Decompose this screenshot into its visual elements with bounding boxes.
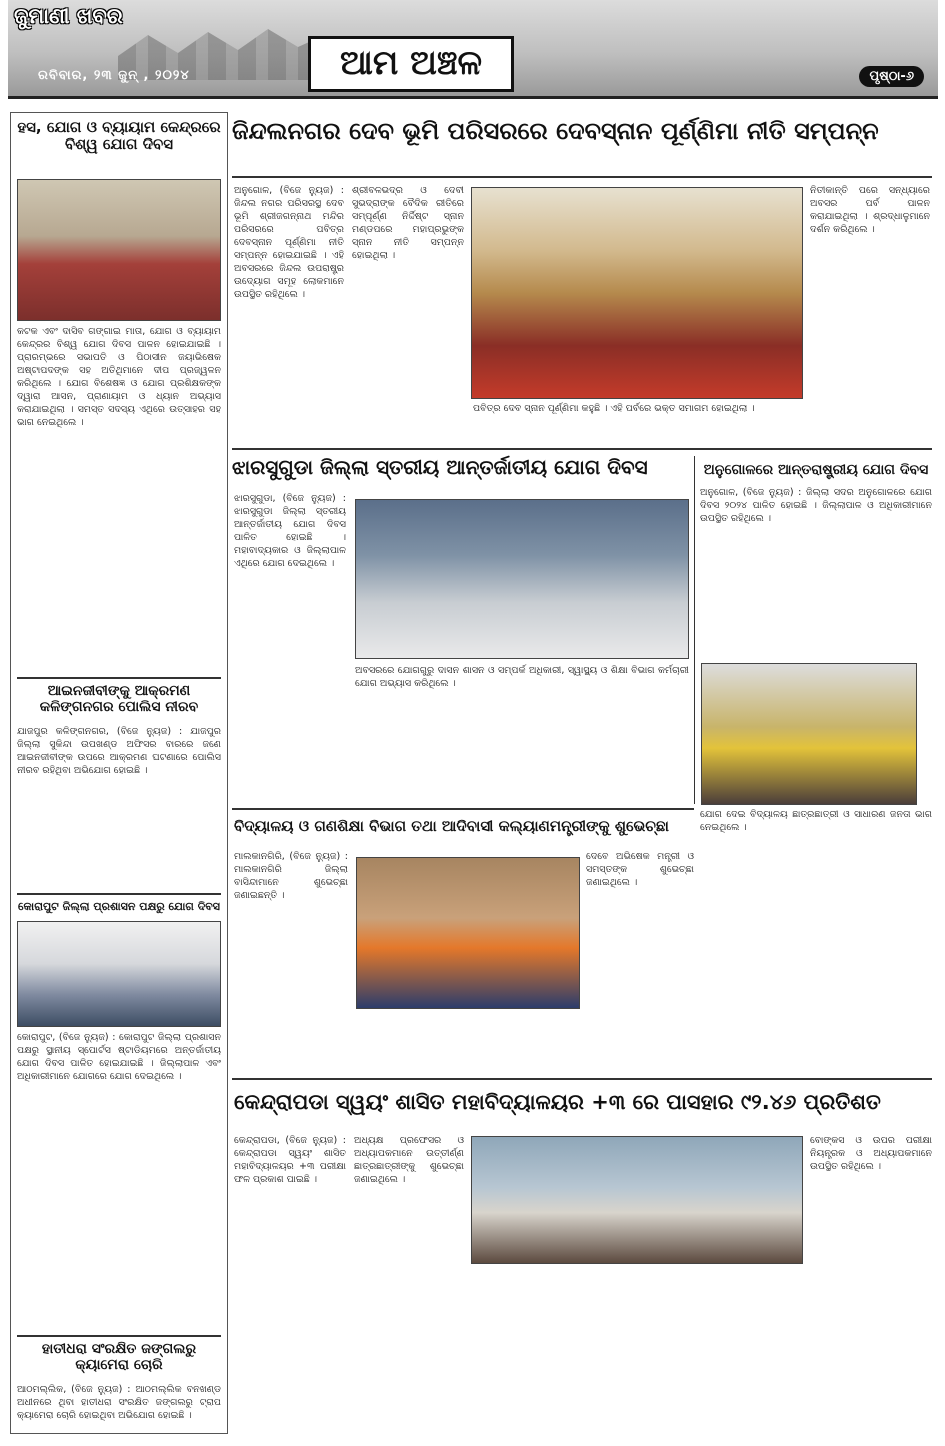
column-rule: [694, 456, 695, 804]
yoga-practice-photo: [17, 179, 221, 321]
jharsuguda-headline: ଝାରସୁଗୁଡା ଜିଲ୍ଲା ସ୍ତରୀୟ ଆନ୍ତର୍ଜାତୀୟ ଯୋଗ ଦିବସ: [232, 455, 648, 479]
top-story-body: ପବିତ୍ର ଦେବ ସ୍ନାନ ପୂର୍ଣ୍ଣିମା କହୁଛି । ଏହି ପର୍ବରେ ଭକ୍ତ ସମାଗମ ହୋଇଥିଲା ।: [473, 403, 755, 414]
divider: [17, 1335, 221, 1337]
divider: [232, 1078, 932, 1080]
article-headline: କୋରାପୁଟ ଜିଲ୍ଲା ପ୍ରଶାସନ ପକ୍ଷରୁ ଯୋଗ ଦିବସ: [18, 900, 220, 913]
masthead: [8, 0, 938, 99]
top-story-body: ନିତୀକାନ୍ତି ପରେ ସନ୍ଧ୍ୟାରେ ଅବସର ପର୍ବ ପାଳନ କରାଯାଇଥିଲା । ଶ୍ରଦ୍ଧାଳୁମାନେ ଦର୍ଶନ କରିଥିଲେ ।: [810, 185, 930, 235]
article-headline: ହାତୀଧରା ସଂରକ୍ଷିତ ଜଙ୍ଗଲରୁ କ୍ୟାମେରା ଚୋରି: [41, 1341, 197, 1374]
divider: [232, 448, 932, 450]
top-story-body: ଶ୍ରୀବଳଭଦ୍ର ଓ ଦେବୀ ସୁଭଦ୍ରାଙ୍କ ବୈଦିକ ରୀତିରେ ସମ୍ପୂର୍ଣ୍ଣ ନିର୍ଦ୍ଦିଷ୍ଟ ସ୍ନାନ ମଣ୍ଡପରେ ମହାପ୍ରଭୁଙ୍କ ସ୍ନାନ ନୀତି ସମ୍ପନ୍ନ ହୋଇଥିଲା ।: [352, 185, 464, 261]
minister-greeting-body: ଦେବେ ଅଭିଷେକ ମନ୍ତ୍ରୀ ଓ ସମସ୍ତଙ୍କ ଶୁଭେଚ୍ଛା ଜଣାଇଥିଲେ ।: [586, 851, 694, 888]
college-result-headline: କେନ୍ଦ୍ରାପଡା ସ୍ୱୟଂ ଶାସିତ ମହାବିଦ୍ୟାଳୟର +୩ ରେ ପାସହାର ୯୨.୪୬ ପ୍ରତିଶତ: [234, 1090, 881, 1114]
page-number-badge: ପୃଷ୍ଠା-୬: [859, 66, 924, 87]
jharsuguda-body: ଝାରସୁଗୁଡା, (ବିଜେ ନ୍ୟୁଜ) : ଝାରସୁଗୁଡା ଜିଲ୍ଲା ସ୍ତରୀୟ ଆନ୍ତର୍ଜାତୀୟ ଯୋଗ ଦିବସ ପାଳିତ ହୋଇଛି । ମହାବାଦ୍ୟକାର ଓ ଜିଲ୍ଲାପାଳ ଏଥିରେ ଯୋଗ ଦେଇଥିଲେ ।: [234, 493, 346, 569]
college-result-body: କେନ୍ଦ୍ରାପଡା, (ବିଜେ ନ୍ୟୁଜ) : କେନ୍ଦ୍ରାପଡା ସ୍ୱୟଂ ଶାସିତ ମହାବିଦ୍ୟାଳୟର +୩ ପରୀକ୍ଷା ଫଳ ପ୍ରକାଶ ପାଇଛି ।: [234, 1135, 346, 1185]
article-body: ଆଠମଲ୍ଲିକ, (ବିଜେ ନ୍ୟୁଜ) : ଆଠମଲ୍ଲିକ ବନଖଣ୍ଡ ଅଧୀନରେ ଥିବା ହାତୀଧରା ସଂରକ୍ଷିତ ଜଙ୍ଗଲରୁ ଟ୍ରାପ କ୍ୟାମେରା ଚୋରି ହୋଇଥିବା ଅଭିଯୋଗ ହୋଇଛି ।: [17, 1384, 221, 1421]
minister-greeting-body: ମାଲକାନଗିରି, (ବିଜେ ନ୍ୟୁଜ) : ମାଲକାନଗିରି ଜିଲ୍ଲା ବାସିନ୍ଦାମାନେ ଶୁଭେଚ୍ଛା ଜଣାଇଛନ୍ତି ।: [234, 851, 348, 901]
temple-ritual-photo: [471, 187, 803, 399]
newspaper-brand: ଜୁମାଣୀ ଖବର: [14, 4, 123, 28]
minister-greeting-headline: ବିଦ୍ୟାଳୟ ଓ ଗଣଶିକ୍ଷା ବିଭାଗ ତଥା ଆଦିବାସୀ କଲ୍ୟାଣମନ୍ତ୍ରୀଙ୍କୁ ଶୁଭେଚ୍ଛା: [234, 817, 669, 835]
article-headline: ଆଇନଜୀବୀଙ୍କୁ ଆକ୍ରମଣ କଳିଙ୍ଗନଗର ପୋଲିସ ନୀରବ: [39, 683, 199, 716]
left-column: [10, 112, 228, 1434]
koraput-yoga-photo: [17, 921, 221, 1027]
yoga-hall-photo: [355, 499, 689, 659]
divider: [17, 893, 221, 895]
divider: [17, 677, 221, 679]
article-body: ଯାଜପୁର କଳିଙ୍ଗନଗର, (ବିଜେ ନ୍ୟୁଜ) : ଯାଜପୁର ଜିଲ୍ଲା ସୁକିନ୍ଦା ଉପଖଣ୍ଡ ଅଫିସର ବାରରେ ଜଣେ ଆଇନଜୀବୀଙ୍କ ଉପରେ ଆକ୍ରମଣ ଘଟଣାରେ ପୋଲିସ ନୀରବ ରହିଥିବା ଅଭିଯୋଗ ହୋଇଛି ।: [17, 726, 221, 776]
article-body: କଟକ ଏବଂ ଦାସିବ ଗଙ୍ଗାଇ ମାତା, ଯୋଗ ଓ ବ୍ୟାୟାମ କେନ୍ଦ୍ରର ବିଶ୍ୱ ଯୋଗ ଦିବସ ପାଳନ ହୋଇଯାଇଛି । ପ୍ରାରମ୍ଭରେ ସଭାପତି ଓ ପିଠାସୀନ ଜୟାଭିଷେକ ଅଷ୍ଟାପଦଙ୍କ ସହ ଅତିଥିମାନେ ଦୀପ ପ୍ରଜ୍ୱଳନ କରିଥିଲେ । ଯୋଗ ବିଶେଷଜ୍ଞ ଓ ଯୋଗ ପ୍ରଶିକ୍ଷକଙ୍କ ଦ୍ୱାରା ଆସନ, ପ୍ରାଣାୟାମ ଓ ଧ୍ୟାନ ଅଭ୍ୟାସ କରାଯାଇଥିଲା । ସମସ୍ତ ସଦସ୍ୟ ଏଥିରେ ଉତ୍ସାହର ସହ ଭାଗ ନେଇଥିଲେ ।: [17, 326, 221, 428]
angul-yoga-stage-photo: [701, 663, 917, 805]
jharsuguda-body: ଅବସରରେ ଯୋଗଗୁରୁ ଦାସନ ଶାସନ ଓ ସମ୍ପର୍କ ଅଧିକାରୀ, ସ୍ୱାସ୍ଥ୍ୟ ଓ ଶିକ୍ଷା ବିଭାଗ କର୍ମଚାରୀ ଯୋଗ ଅଭ୍ୟାସ କରିଥିଲେ ।: [355, 665, 689, 689]
angul-body: ଅନୁଗୋଳ, (ବିଜେ ନ୍ୟୁଜ) : ଜିଲ୍ଲା ସଦର ଅନୁଗୋଳରେ ଯୋଗ ଦିବସ ୨୦୨୪ ପାଳିତ ହୋଇଛି । ଜିଲ୍ଲାପାଳ ଓ ଅଧିକାରୀମାନେ ଉପସ୍ଥିତ ରହିଥିଲେ ।: [700, 487, 932, 524]
college-result-body: ବୋଙ୍କସ ଓ ଉପର ପରୀକ୍ଷା ନିୟନ୍ତ୍ରକ ଓ ଅଧ୍ୟାପକମାନେ ଉପସ୍ଥିତ ରହିଥିଲେ ।: [810, 1135, 932, 1172]
minister-greeting-photo: [356, 857, 580, 1009]
college-group-photo: [471, 1136, 803, 1264]
divider: [232, 176, 932, 178]
article-body: କୋରାପୁଟ, (ବିଜେ ନ୍ୟୁଜ) : କୋରାପୁଟ ଜିଲ୍ଲା ପ୍ରଶାସନ ପକ୍ଷରୁ ସ୍ଥାନୀୟ ସ୍ପୋର୍ଟସ ଷ୍ଟାଡିୟମରେ ଅନ୍ତର୍ଜାତୀୟ ଯୋଗ ଦିବସ ପାଳିତ ହୋଇଯାଇଛି । ଜିଲ୍ଲାପାଳ ଏବଂ ଅଧିକାରୀମାନେ ଯୋଗରେ ଯୋଗ ଦେଇଥିଲେ ।: [17, 1032, 221, 1082]
top-story-headline: ଜିନ୍ଦଲନଗର ଦେବ ଭୂମି ପରିସରରେ ଦେବସ୍ନାନ ପୂର୍ଣ୍ଣିମା ନୀତି ସମ୍ପନ୍ନ: [232, 117, 879, 145]
article-headline: ହସ, ଯୋଗ ଓ ବ୍ୟାୟାମ କେନ୍ଦ୍ରରେ ବିଶ୍ୱ ଯୋଗ ଦିବସ: [17, 118, 221, 154]
issue-date: ରବିବାର, ୨୩ ଜୁନ୍ , ୨୦୨୪: [38, 68, 190, 83]
angul-headline: ଅନୁଗୋଳରେ ଆନ୍ତରାଷ୍ଟ୍ରୀୟ ଯୋଗ ଦିବସ: [703, 462, 929, 478]
angul-body: ଯୋଗ ଦେଇ ବିଦ୍ୟାଳୟ ଛାତ୍ରଛାତ୍ରୀ ଓ ସାଧାରଣ ଜନତା ଭାଗ ନେଇଥିଲେ ।: [700, 809, 932, 833]
top-story-body: ଅନୁଗୋଳ, (ବିଜେ ନ୍ୟୁଜ) : ଜିନ୍ଦଲ ନଗର ପରିସରସ୍ଥ ଦେବ ଭୂମି ଶ୍ରୀଜଗନ୍ନାଥ ମନ୍ଦିର ପରିସରରେ ପବିତ୍ର ଦେବସ୍ନାନ ପୂର୍ଣ୍ଣିମା ନୀତି ସମ୍ପନ୍ନ ହୋଇଯାଇଛି । ଏହି ଅବସରରେ ଜିନ୍ଦଲ ଉପରାଷ୍ଟ୍ର ଉଦ୍ୟୋଗ ସମୂହ ଲୋକମାନେ ଉପସ୍ଥିତ ରହିଥିଲେ ।: [234, 185, 344, 300]
college-result-body: ଅଧ୍ୟକ୍ଷ ପ୍ରଫେସର ଓ ଅଧ୍ୟାପକମାନେ ଉତ୍ତୀର୍ଣ୍ଣ ଛାତ୍ରଛାତ୍ରୀଙ୍କୁ ଶୁଭେଚ୍ଛା ଜଣାଇଥିଲେ ।: [354, 1135, 464, 1185]
section-title: ଆମ ଅଞ୍ଚଳ: [308, 36, 514, 92]
divider: [232, 808, 694, 810]
